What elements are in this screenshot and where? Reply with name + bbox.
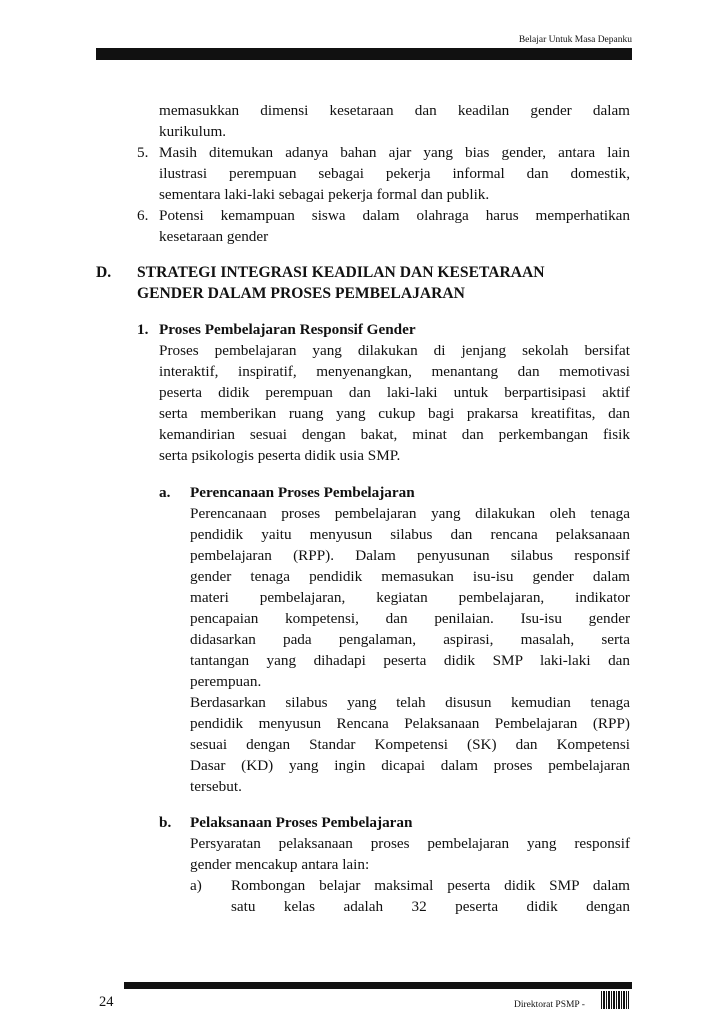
subsection-1-number: 1. bbox=[137, 321, 149, 338]
subsection-a-line-5: materi pembelajaran, kegiatan pembelajaran, indikator bbox=[190, 589, 630, 606]
subsection-a-line-14: tersebut. bbox=[190, 778, 242, 795]
subsection-a-line-2: pendidik yaitu menyusun silabus dan rencana pelaksanaan bbox=[190, 526, 630, 543]
footer-rule bbox=[124, 982, 632, 989]
subsection-b-line-2: gender mencakup antara lain: bbox=[190, 856, 370, 873]
item-5-line-1: Masih ditemukan adanya bahan ajar yang bias gender, antara lain bbox=[159, 144, 630, 161]
subsection-a-line-3: pembelajaran (RPP). Dalam penyusunan silabus responsif bbox=[190, 547, 630, 564]
subsection-1-title: Proses Pembelajaran Responsif Gender bbox=[159, 321, 416, 338]
subsection-1-line-2: interaktif, inspiratif, menyenangkan, menantang dan memotivasi bbox=[159, 363, 630, 380]
subsection-b-item-a-line-1: Rombongan belajar maksimal peserta didik SMP dalam bbox=[231, 877, 630, 894]
subsection-a-line-12: sesuai dengan Standar Kompetensi (SK) dan Kompetensi bbox=[190, 736, 630, 753]
subsection-a-line-6: pencapaian kompetensi, dan penilaian. Isu-isu gender bbox=[190, 610, 630, 627]
continuation-line-2: kurikulum. bbox=[159, 123, 227, 140]
subsection-1-line-6: serta psikologis peserta didik usia SMP. bbox=[159, 447, 401, 464]
item-6-line-2: kesetaraan gender bbox=[159, 228, 269, 245]
subsection-1-line-1: Proses pembelajaran yang dilakukan di jenjang sekolah bersifat bbox=[159, 342, 630, 359]
subsection-b-item-a-line-2: satu kelas adalah 32 peserta didik dengan bbox=[231, 898, 630, 915]
header-rule bbox=[96, 48, 632, 60]
subsection-a-line-9: perempuan. bbox=[190, 673, 262, 690]
section-d-title-line-1: STRATEGI INTEGRASI KEADILAN DAN KESETARAAN bbox=[137, 264, 545, 281]
subsection-1-line-3: peserta didik perempuan dan laki-laki untuk berpartisipasi aktif bbox=[159, 384, 630, 401]
item-5-line-3: sementara laki-laki sebagai pekerja formal dan publik. bbox=[159, 186, 490, 203]
page-number: 24 bbox=[99, 994, 114, 1010]
subsection-a-line-10: Berdasarkan silabus yang telah disusun kemudian tenaga bbox=[190, 694, 630, 711]
subsection-a-line-7: didasarkan pada pengalaman, aspirasi, masalah, serta bbox=[190, 631, 630, 648]
item-6-line-1: Potensi kemampuan siswa dalam olahraga harus memperhatikan bbox=[159, 207, 630, 224]
subsection-a-line-11: pendidik menyusun Rencana Pelaksanaan Pembelajaran (RPP) bbox=[190, 715, 630, 732]
subsection-b-title: Pelaksanaan Proses Pembelajaran bbox=[190, 814, 413, 831]
subsection-a-line-1: Perencanaan proses pembelajaran yang dilakukan oleh tenaga bbox=[190, 505, 630, 522]
subsection-a-line-4: gender tenaga pendidik memasukan isu-isu gender dalam bbox=[190, 568, 630, 585]
subsection-a-letter: a. bbox=[159, 484, 171, 501]
subsection-a-title: Perencanaan Proses Pembelajaran bbox=[190, 484, 415, 501]
header-title: Belajar Untuk Masa Depanku bbox=[518, 35, 632, 45]
barcode-icon bbox=[601, 991, 629, 1009]
subsection-b-line-1: Persyaratan pelaksanaan proses pembelajaran yang responsif bbox=[190, 835, 630, 852]
item-5-line-2: ilustrasi perempuan sebagai pekerja informal dan domestik, bbox=[159, 165, 630, 182]
subsection-1-line-4: serta memberikan ruang yang cukup bagi prakarsa kreatifitas, dan bbox=[159, 405, 630, 422]
section-d-letter: D. bbox=[96, 264, 112, 281]
subsection-1-line-5: kemandirian sesuai dengan bakat, minat dan perkembangan fisik bbox=[159, 426, 630, 443]
subsection-a-line-8: tantangan yang dihadapi peserta didik SMP laki-laki dan bbox=[190, 652, 630, 669]
subsection-a-line-13: Dasar (KD) yang ingin dicapai dalam proses pembelajaran bbox=[190, 757, 630, 774]
item-6-number: 6. bbox=[137, 207, 149, 224]
subsection-b-item-a-label: a) bbox=[190, 877, 202, 894]
footer-text: Direktorat PSMP - bbox=[514, 1000, 585, 1010]
item-5-number: 5. bbox=[137, 144, 149, 161]
section-d-title-line-2: GENDER DALAM PROSES PEMBELAJARAN bbox=[137, 285, 465, 302]
subsection-b-letter: b. bbox=[159, 814, 172, 831]
continuation-line-1: memasukkan dimensi kesetaraan dan keadilan gender dalam bbox=[159, 102, 630, 119]
